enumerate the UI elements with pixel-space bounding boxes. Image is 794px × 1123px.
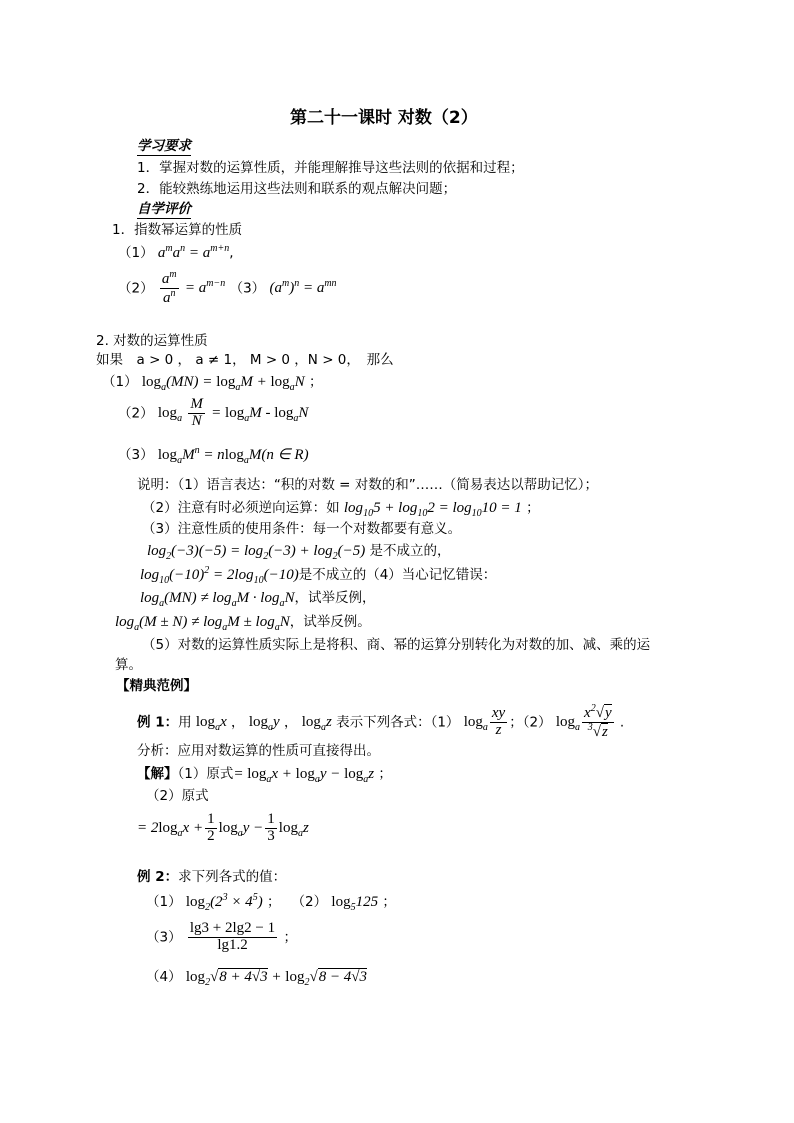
example-1: 例 1：用 $\log_ax$ ， $\log_ay$ ， $\log_az$ 表示下列各式：（1） $\log_a$ $\frac{xy}{z}$ ；（2） $\log_a$ $\frac{x^2√y}{^3√z}$ . (137, 703, 625, 740)
note-2: （2）注意有时必须逆向运算：如 $\log_{10}5 + \log_{10}2 = \log_{10}10 = 1$ ； (142, 500, 540, 519)
requirement-item: 2．能较熟练地运用这些法则和联系的观点解决问题； (137, 181, 457, 197)
section-heading-requirements: 学习要求 (137, 138, 191, 156)
section-heading-examples: 【精典范例】 (116, 678, 197, 694)
note-3b: $\log_{10}(-10)^2 = 2\log_{10}(-10)$是不成立的（4）当心记忆错误： (140, 565, 497, 586)
log-rule-1: （1） $\log_a(MN) = \log_aM + \log_aN$ ； (102, 374, 323, 393)
log-rule-3: （3） $\log_aM^n = nlog_aM(n$ ∈ R) (118, 445, 309, 466)
solution-1: 【解】（1）原式= $\log_ax + \log_ay - \log_az$ ； (137, 766, 392, 785)
exponent-rule-1: （1） $a^ma^n = a^{m+n}$, (118, 243, 234, 261)
note-3a: $\log_2(-3)(-5) = \log_2(-3) + \log_2(-5)$ 是不成立的， (147, 543, 451, 562)
note-3: （3）注意性质的使用条件：每一个对数都要有意义。 (142, 521, 462, 537)
exponent-rule-2-3: （2） $\frac{a^m}{a^n}$ = $a^{m-n}$ （3） $(a^m)^n = a^{mn}$ (118, 269, 337, 306)
note-5-line-1: （5）对数的运算性质实际上是将积、商、幂的运算分别转化为对数的加、减、乘的运 (142, 637, 651, 653)
condition-text: 如果 a > 0 ， a ≠ 1， M > 0 ，N > 0， 那么 (96, 352, 394, 368)
example-2: 例 2：求下列各式的值： (137, 869, 287, 885)
log-rule-2: （2） $\log_a$ $\frac{M}{N}$ = $\log_aM - \log_aN$ (118, 396, 309, 429)
note-1: 说明：（1）语言表达：“积的对数 = 对数的和”……（简易表达以帮助记忆）； (137, 477, 598, 493)
example-2-items-1-2: （1） $\log_2(2^3 \times 4^5)$ ； （2） $\log_5125$ ； (146, 892, 396, 913)
note-4a: $\log_a(MN) \ne \log_aM \cdot \log_aN$，试举反例， (140, 590, 376, 609)
requirement-item: 1．掌握对数的运算性质，并能理解推导这些法则的依据和过程； (137, 160, 524, 176)
solution-2-label: （2）原式 (146, 788, 209, 804)
note-5-line-2: 算。 (115, 657, 142, 673)
example-2-item-4: （4） $\log_2√8 + 4√3 + \log_2√8 - 4√3$ (146, 969, 368, 988)
section-heading-self-study: 自学评价 (137, 201, 191, 219)
item-exponent-properties: 1．指数幂运算的性质 (112, 222, 243, 238)
analysis-text: 分析：应用对数运算的性质可直接得出。 (137, 743, 380, 759)
note-4b: $\log_a(M \pm N) \ne \log_aM \pm \log_aN$，试举反例。 (115, 614, 371, 633)
solution-2-formula: = $2\log_ax$ + $\frac{1}{2}$ $\log_ay$ − $\frac{1}{3}$ $\log_az$ (137, 811, 309, 844)
example-2-item-3: （3） $\frac{\lg 3 + 2\lg 2 - 1}{\lg 1.2}$ ； (146, 920, 297, 953)
page-title: 第二十一课时 对数（2） (290, 108, 478, 128)
item-log-properties: 2. 对数的运算性质 (96, 333, 208, 349)
